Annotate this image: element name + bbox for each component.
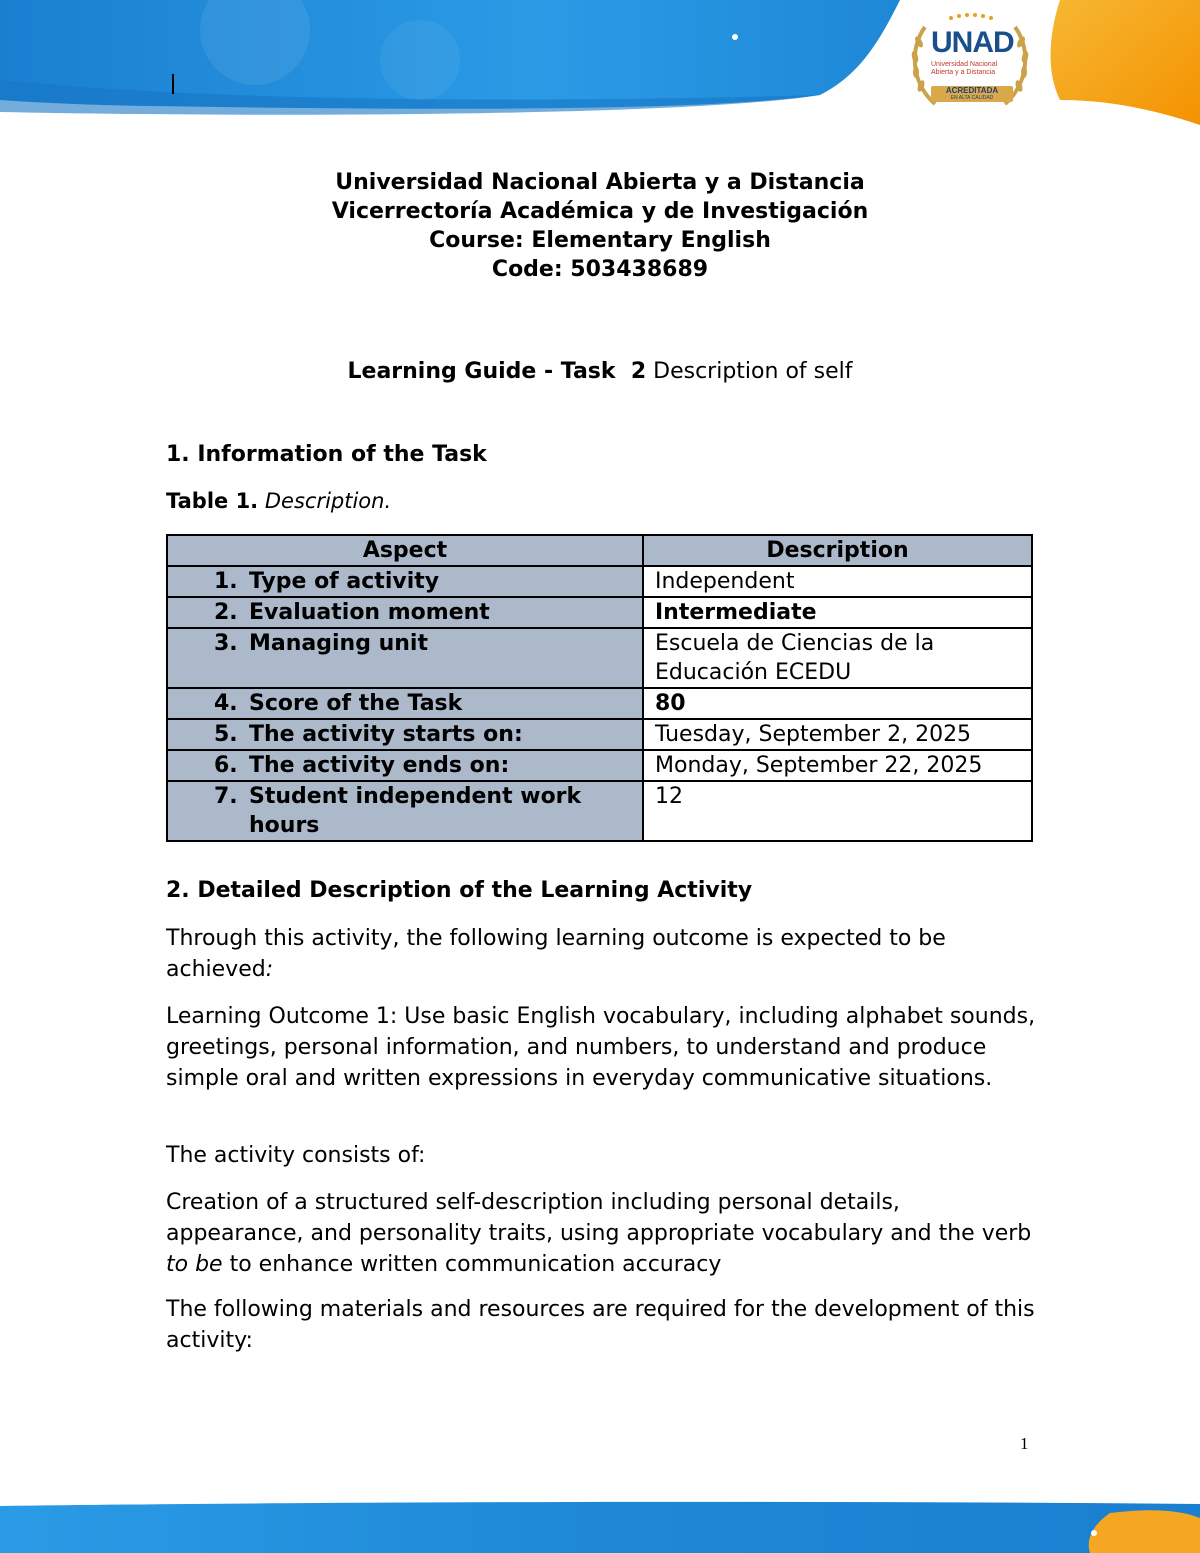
intro-colon: :: [265, 957, 274, 982]
intro-paragraph: [166, 923, 1046, 985]
course-name: Course: Elementary English: [429, 228, 771, 253]
table-row: [167, 750, 1032, 781]
document-title-block: [0, 168, 1200, 284]
row-value: Tuesday, September 2, 2025: [643, 719, 1032, 750]
table-row: [167, 566, 1032, 597]
row-value: 80: [643, 688, 1032, 719]
header-description: Description: [643, 535, 1032, 566]
unad-logo: [905, 12, 1035, 112]
accreditation-badge: [931, 86, 1013, 102]
guide-title: [0, 357, 1200, 386]
row-number: 1.: [214, 569, 238, 594]
table-row: [167, 719, 1032, 750]
creation-text-2: to enhance written communication accuracy: [222, 1252, 722, 1277]
guide-title-normal: Description of self: [646, 359, 853, 384]
row-number: 4.: [214, 691, 238, 716]
intro-text: Through this activity, the following learning outcome is expected to be achieved: [166, 926, 946, 982]
creation-paragraph: [166, 1187, 1041, 1280]
row-value: Intermediate: [643, 597, 1032, 628]
row-aspect: Type of activity: [249, 569, 440, 594]
row-aspect: Managing unit: [249, 631, 428, 656]
logo-subtitle: Universidad Nacional Abierta y a Distancia: [931, 61, 998, 76]
row-value: 12: [643, 781, 1032, 841]
row-aspect: Evaluation moment: [249, 600, 490, 625]
course-code: Code: 503438689: [491, 257, 709, 282]
materials-paragraph: The following materials and resources are required for the development of this activity:: [166, 1297, 1035, 1353]
row-value: Independent: [643, 566, 1032, 597]
badge-label: ACREDITADA: [945, 86, 999, 95]
table-caption: [166, 487, 391, 516]
row-number: 3.: [214, 631, 238, 656]
text-cursor-mark: [172, 74, 174, 94]
row-aspect: The activity ends on:: [249, 753, 510, 778]
guide-title-bold: Learning Guide - Task 2: [347, 359, 647, 384]
row-number: 2.: [214, 600, 238, 625]
section-2-heading: 2. Detailed Description of the Learning Activity: [166, 878, 753, 903]
row-aspect: Student independent work hours: [249, 784, 582, 838]
table-header-row: [167, 535, 1032, 566]
row-number: 6.: [214, 753, 238, 778]
row-number: 7.: [214, 784, 238, 809]
university-name: Universidad Nacional Abierta y a Distancia: [335, 170, 865, 195]
section-1-heading: 1. Information of the Task: [166, 442, 487, 467]
row-aspect: Score of the Task: [249, 691, 463, 716]
row-value: Monday, September 22, 2025: [643, 750, 1032, 781]
table-caption-title: Description.: [264, 489, 392, 513]
table-row: [167, 688, 1032, 719]
table-caption-label: Table 1.: [166, 489, 259, 513]
row-number: 5.: [214, 722, 238, 747]
table-row: [167, 628, 1032, 688]
creation-verb: to be: [166, 1252, 223, 1277]
footer-wave-graphic: [0, 1498, 1200, 1553]
row-aspect: The activity starts on:: [249, 722, 523, 747]
page-number: 1: [1020, 1434, 1029, 1453]
activity-consists-paragraph: The activity consists of:: [166, 1143, 426, 1168]
learning-outcome-paragraph: Learning Outcome 1: Use basic English vocabulary, including alphabet sounds, greetings, personal information, and numbers, to understand and produce simple oral and written expressions in everyday communicative situations.: [166, 1004, 1036, 1091]
creation-text-1: Creation of a structured self-description including personal details, appearance, and personality traits, using appropriate vocabulary and the verb: [166, 1190, 1032, 1246]
header-aspect: Aspect: [167, 535, 643, 566]
footer-banner: [0, 1498, 1200, 1553]
table-row: [167, 781, 1032, 841]
table-row: [167, 597, 1032, 628]
task-info-table: [166, 534, 1033, 842]
logo-wordmark: UNAD: [931, 26, 1014, 59]
badge-sublabel: EN ALTA CALIDAD: [950, 95, 994, 101]
vice-rectory-name: Vicerrectoría Académica y de Investigación: [331, 199, 869, 224]
row-value: Escuela de Ciencias de la Educación ECEDU: [643, 628, 1032, 688]
